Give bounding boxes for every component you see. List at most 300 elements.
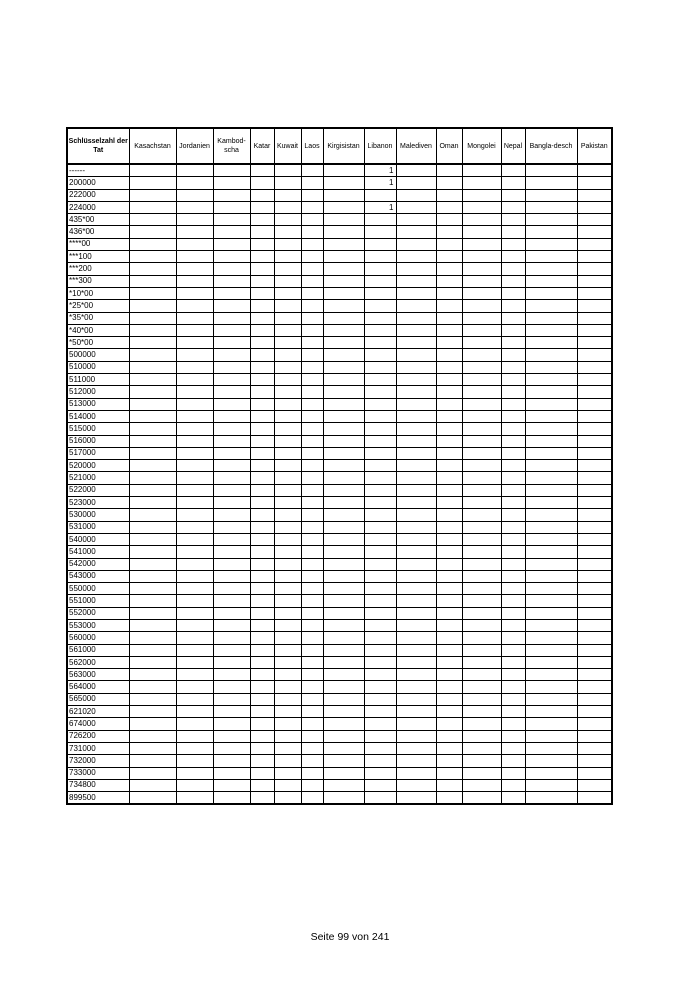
value-cell (129, 570, 176, 582)
value-cell (436, 607, 462, 619)
value-cell (501, 435, 525, 447)
value-cell (213, 263, 250, 275)
value-cell (462, 324, 501, 336)
value-cell (301, 533, 323, 545)
row-key-cell: 731000 (67, 742, 129, 754)
value-cell (436, 644, 462, 656)
value-cell (525, 312, 577, 324)
value-cell (176, 386, 213, 398)
table-row (67, 189, 612, 201)
value-cell (274, 779, 301, 791)
table-body (67, 164, 612, 804)
value-cell (462, 755, 501, 767)
value-cell (436, 164, 462, 177)
value-cell (250, 730, 274, 742)
value-cell (577, 583, 612, 595)
value-cell (213, 755, 250, 767)
value-cell (323, 177, 364, 189)
value-cell (250, 337, 274, 349)
table-row (67, 484, 612, 496)
value-cell (396, 718, 436, 730)
value-cell (250, 251, 274, 263)
value-cell (436, 275, 462, 287)
value-cell (176, 398, 213, 410)
value-cell (250, 632, 274, 644)
value-cell (436, 779, 462, 791)
value-cell (301, 779, 323, 791)
row-key-cell: 515000 (67, 423, 129, 435)
value-cell (577, 693, 612, 705)
value-cell (436, 177, 462, 189)
value-cell (176, 300, 213, 312)
row-key-cell: ****00 (67, 238, 129, 250)
value-cell (323, 300, 364, 312)
value-cell (501, 644, 525, 656)
value-cell (301, 558, 323, 570)
value-cell (396, 447, 436, 459)
value-cell (396, 275, 436, 287)
value-cell (213, 792, 250, 805)
value-cell (577, 570, 612, 582)
value-cell (301, 337, 323, 349)
column-header-country: Kuwait (274, 128, 301, 164)
value-cell (129, 619, 176, 631)
column-header-country: Nepal (501, 128, 525, 164)
value-cell (213, 730, 250, 742)
value-cell (525, 558, 577, 570)
value-cell (323, 484, 364, 496)
value-cell (323, 201, 364, 213)
value-cell (323, 398, 364, 410)
value-cell (436, 398, 462, 410)
table-row (67, 312, 612, 324)
value-cell (213, 337, 250, 349)
value-cell (525, 484, 577, 496)
value-cell (323, 472, 364, 484)
value-cell (176, 509, 213, 521)
value-cell (364, 767, 396, 779)
row-key-cell: 522000 (67, 484, 129, 496)
value-cell (525, 300, 577, 312)
value-cell (176, 681, 213, 693)
value-cell (577, 632, 612, 644)
value-cell (577, 349, 612, 361)
value-cell (501, 619, 525, 631)
value-cell (323, 214, 364, 226)
value-cell (274, 238, 301, 250)
value-cell (323, 435, 364, 447)
value-cell (176, 767, 213, 779)
value-cell (323, 546, 364, 558)
value-cell (176, 251, 213, 263)
value-cell (436, 374, 462, 386)
value-cell (501, 447, 525, 459)
row-key-cell: 520000 (67, 460, 129, 472)
row-key-cell: 224000 (67, 201, 129, 213)
value-cell (364, 374, 396, 386)
row-key-cell: 513000 (67, 398, 129, 410)
value-cell (301, 656, 323, 668)
value-cell (436, 386, 462, 398)
column-header-country: Malediven (396, 128, 436, 164)
value-cell (176, 361, 213, 373)
value-cell (176, 558, 213, 570)
value-cell (213, 583, 250, 595)
value-cell (323, 164, 364, 177)
value-cell (364, 300, 396, 312)
value-cell (364, 447, 396, 459)
value-cell (525, 374, 577, 386)
table-row (67, 410, 612, 422)
table-row (67, 533, 612, 545)
value-cell (129, 497, 176, 509)
value-cell (525, 779, 577, 791)
value-cell (323, 226, 364, 238)
value-cell (129, 361, 176, 373)
column-header-country: Bangla-desch (525, 128, 577, 164)
value-cell (176, 693, 213, 705)
value-cell (436, 189, 462, 201)
value-cell (323, 337, 364, 349)
value-cell (364, 779, 396, 791)
value-cell (301, 570, 323, 582)
value-cell (301, 410, 323, 422)
value-cell (501, 201, 525, 213)
value-cell (462, 214, 501, 226)
value-cell (364, 656, 396, 668)
value-cell (323, 324, 364, 336)
value-cell (396, 693, 436, 705)
value-cell (577, 558, 612, 570)
value-cell (436, 509, 462, 521)
value-cell (396, 792, 436, 805)
row-key-cell: ***100 (67, 251, 129, 263)
value-cell (213, 656, 250, 668)
value-cell (462, 583, 501, 595)
value-cell (274, 632, 301, 644)
value-cell (213, 607, 250, 619)
value-cell (501, 706, 525, 718)
value-cell (436, 460, 462, 472)
value-cell (176, 718, 213, 730)
value-cell (364, 423, 396, 435)
table-row (67, 546, 612, 558)
row-key-cell: 565000 (67, 693, 129, 705)
value-cell (274, 337, 301, 349)
value-cell (250, 287, 274, 299)
value-cell (364, 472, 396, 484)
value-cell (525, 423, 577, 435)
value-cell (462, 546, 501, 558)
value-cell (396, 632, 436, 644)
value-cell (274, 706, 301, 718)
value-cell (577, 546, 612, 558)
value-cell (364, 693, 396, 705)
value-cell (364, 460, 396, 472)
value-cell (213, 644, 250, 656)
value-cell (250, 423, 274, 435)
value-cell (501, 792, 525, 805)
table-row (67, 374, 612, 386)
value-cell (462, 644, 501, 656)
value-cell (501, 742, 525, 754)
value-cell (250, 546, 274, 558)
row-key-cell: 621020 (67, 706, 129, 718)
value-cell (250, 792, 274, 805)
value-cell (274, 300, 301, 312)
value-cell (129, 386, 176, 398)
column-header-country: Jordanien (176, 128, 213, 164)
row-key-cell: 553000 (67, 619, 129, 631)
value-cell (323, 423, 364, 435)
value-cell (577, 226, 612, 238)
value-cell (577, 214, 612, 226)
table-row (67, 226, 612, 238)
value-cell (129, 435, 176, 447)
value-cell (323, 497, 364, 509)
value-cell (301, 201, 323, 213)
value-cell (436, 410, 462, 422)
value-cell (274, 275, 301, 287)
value-cell (129, 472, 176, 484)
value-cell (396, 656, 436, 668)
value-cell (323, 632, 364, 644)
value-cell (301, 238, 323, 250)
value-cell (323, 730, 364, 742)
value-cell (129, 312, 176, 324)
value-cell (436, 484, 462, 496)
table-row (67, 300, 612, 312)
value-cell (250, 238, 274, 250)
table-row (67, 497, 612, 509)
row-key-cell: 551000 (67, 595, 129, 607)
value-cell (213, 472, 250, 484)
value-cell (213, 497, 250, 509)
value-cell (462, 263, 501, 275)
value-cell (129, 263, 176, 275)
value-cell (250, 263, 274, 275)
value-cell (364, 632, 396, 644)
value-cell (129, 607, 176, 619)
value-cell (274, 214, 301, 226)
value-cell (301, 755, 323, 767)
value-cell (436, 730, 462, 742)
value-cell (323, 361, 364, 373)
value-cell (301, 435, 323, 447)
value-cell (250, 300, 274, 312)
value-cell (436, 226, 462, 238)
table-row (67, 177, 612, 189)
value-cell (323, 570, 364, 582)
value-cell (525, 349, 577, 361)
value-cell (129, 546, 176, 558)
value-cell (176, 226, 213, 238)
value-cell (213, 398, 250, 410)
table-row (67, 619, 612, 631)
value-cell (577, 447, 612, 459)
value-cell (213, 361, 250, 373)
table-row (67, 460, 612, 472)
value-cell (274, 398, 301, 410)
value-cell (176, 374, 213, 386)
statistics-table-container (66, 127, 613, 805)
value-cell (436, 632, 462, 644)
value-cell (301, 423, 323, 435)
value-cell (176, 312, 213, 324)
value-cell (396, 300, 436, 312)
value-cell (364, 742, 396, 754)
value-cell (323, 410, 364, 422)
value-cell (525, 644, 577, 656)
value-cell (577, 484, 612, 496)
value-cell (436, 251, 462, 263)
value-cell (501, 164, 525, 177)
value-cell (364, 238, 396, 250)
value-cell (525, 324, 577, 336)
value-cell (213, 484, 250, 496)
value-cell (364, 583, 396, 595)
value-cell (274, 263, 301, 275)
value-cell (501, 251, 525, 263)
value-cell (323, 755, 364, 767)
value-cell (436, 447, 462, 459)
value-cell (176, 619, 213, 631)
value-cell (436, 361, 462, 373)
value-cell (323, 251, 364, 263)
value-cell (396, 349, 436, 361)
value-cell (436, 312, 462, 324)
value-cell (501, 521, 525, 533)
value-cell (396, 263, 436, 275)
value-cell (323, 595, 364, 607)
table-row (67, 251, 612, 263)
value-cell (250, 521, 274, 533)
table-row (67, 718, 612, 730)
value-cell (213, 349, 250, 361)
value-cell (213, 681, 250, 693)
value-cell (525, 718, 577, 730)
row-key-cell: 541000 (67, 546, 129, 558)
value-cell (501, 570, 525, 582)
value-cell (462, 632, 501, 644)
value-cell (577, 792, 612, 805)
column-header-country: Mongolei (462, 128, 501, 164)
table-row (67, 349, 612, 361)
value-cell (250, 164, 274, 177)
value-cell (176, 570, 213, 582)
value-cell (274, 718, 301, 730)
value-cell (525, 681, 577, 693)
value-cell (396, 460, 436, 472)
value-cell (323, 460, 364, 472)
value-cell (129, 583, 176, 595)
value-cell (129, 398, 176, 410)
value-cell (274, 423, 301, 435)
statistics-table (66, 127, 613, 805)
value-cell: 1 (364, 164, 396, 177)
row-key-cell: 511000 (67, 374, 129, 386)
value-cell (577, 312, 612, 324)
value-cell (176, 632, 213, 644)
value-cell (250, 201, 274, 213)
value-cell (274, 595, 301, 607)
value-cell (213, 386, 250, 398)
value-cell (525, 693, 577, 705)
value-cell (396, 546, 436, 558)
value-cell (436, 423, 462, 435)
value-cell (129, 300, 176, 312)
value-cell (396, 214, 436, 226)
value-cell (250, 558, 274, 570)
value-cell (274, 164, 301, 177)
value-cell (176, 460, 213, 472)
value-cell (213, 226, 250, 238)
value-cell (301, 300, 323, 312)
value-cell (129, 779, 176, 791)
value-cell (577, 767, 612, 779)
value-cell (436, 324, 462, 336)
value-cell (250, 410, 274, 422)
value-cell (176, 177, 213, 189)
table-row (67, 693, 612, 705)
value-cell (525, 251, 577, 263)
value-cell (577, 669, 612, 681)
value-cell (436, 767, 462, 779)
value-cell (364, 792, 396, 805)
value-cell (525, 238, 577, 250)
value-cell (250, 447, 274, 459)
value-cell (462, 226, 501, 238)
value-cell (462, 423, 501, 435)
page-number-footer: Seite 99 von 241 (310, 931, 390, 943)
value-cell (462, 792, 501, 805)
value-cell (213, 164, 250, 177)
value-cell (323, 533, 364, 545)
value-cell (396, 238, 436, 250)
value-cell (436, 349, 462, 361)
value-cell (577, 755, 612, 767)
value-cell (525, 619, 577, 631)
value-cell (364, 386, 396, 398)
value-cell (301, 546, 323, 558)
value-cell (501, 718, 525, 730)
value-cell (250, 361, 274, 373)
value-cell (129, 632, 176, 644)
row-key-cell: 562000 (67, 656, 129, 668)
value-cell (525, 361, 577, 373)
value-cell (323, 189, 364, 201)
value-cell (301, 730, 323, 742)
value-cell (274, 558, 301, 570)
row-key-cell: 674000 (67, 718, 129, 730)
value-cell (577, 472, 612, 484)
value-cell (274, 251, 301, 263)
value-cell (436, 669, 462, 681)
value-cell (462, 410, 501, 422)
value-cell (176, 755, 213, 767)
value-cell (176, 214, 213, 226)
value-cell (462, 767, 501, 779)
value-cell (250, 460, 274, 472)
value-cell (129, 533, 176, 545)
value-cell (176, 583, 213, 595)
value-cell (436, 546, 462, 558)
value-cell (176, 669, 213, 681)
value-cell (525, 521, 577, 533)
value-cell (462, 681, 501, 693)
value-cell (525, 226, 577, 238)
value-cell (364, 287, 396, 299)
